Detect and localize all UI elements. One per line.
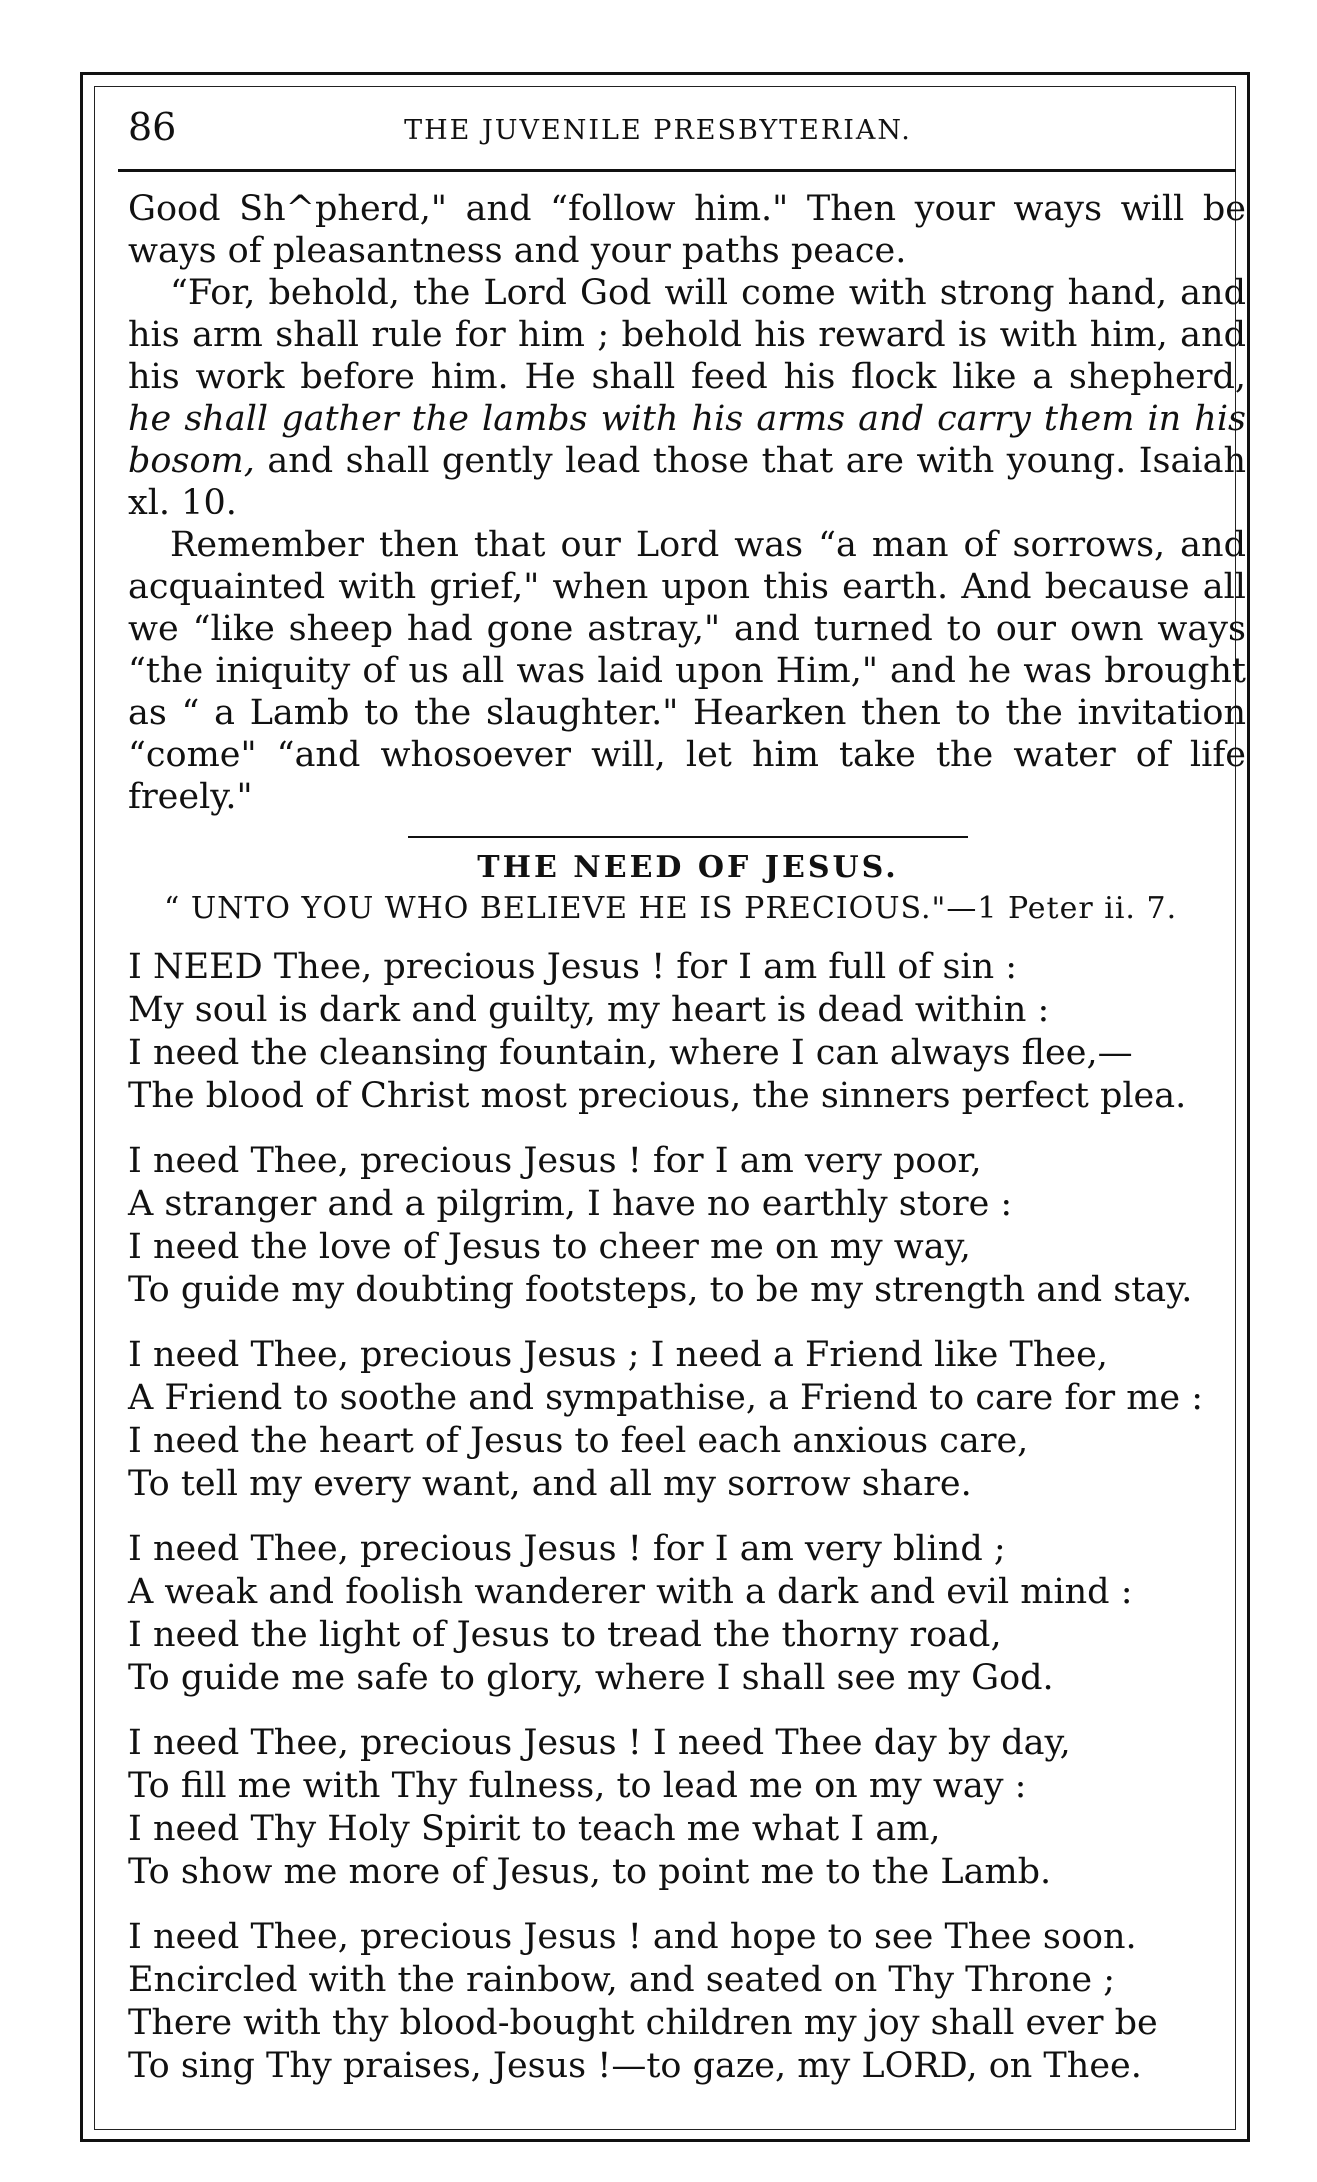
poem-title: THE NEED OF JESUS. bbox=[477, 850, 899, 885]
poem-line: I need the light of Jesus to tread the thorny road, bbox=[128, 1615, 1002, 1655]
prose-paragraph-1: Good Sh^pherd," and “follow him." Then your ways will be ways of pleasantness and your paths peace. bbox=[128, 189, 1246, 271]
section-divider bbox=[408, 836, 968, 838]
poem-line: A stranger and a pilgrim, I have no earthly store : bbox=[128, 1184, 1013, 1224]
poem-line: To guide my doubting footsteps, to be my strength and stay. bbox=[128, 1270, 1193, 1310]
poem-line: I need Thee, precious Jesus ! and hope to see Thee soon. bbox=[128, 1917, 1137, 1957]
poem-stanza bbox=[128, 1334, 1248, 1506]
poem-line: A Friend to soothe and sympathise, a Friend to care for me : bbox=[128, 1378, 1204, 1418]
poem-line: To guide me safe to glory, where I shall see my God. bbox=[128, 1658, 1054, 1698]
running-head: THE JUVENILE PRESBYTERIAN. bbox=[404, 115, 912, 146]
poem-line: I need the cleansing fountain, where I can always flee,— bbox=[128, 1033, 1133, 1073]
page-content bbox=[128, 105, 1248, 2110]
poem-line: My soul is dark and guilty, my heart is dead within : bbox=[128, 990, 1050, 1030]
prose-paragraph-3: Remember then that our Lord was “a man of sorrows, and acquainted with grief," when upon this earth. And because all we “like sheep had gone astray," and turned to our own ways “the iniquity of us all was laid upon Him," and he was brought as “ a Lamb to the slaughter." Hearken then to the invitation “come" “and whosoever will, let him take the water of life freely." bbox=[128, 525, 1246, 817]
poem-line: I need Thee, precious Jesus ! I need Thee day by day, bbox=[128, 1723, 1071, 1763]
poem-line: To fill me with Thy fulness, to lead me on my way : bbox=[128, 1766, 1027, 1806]
poem-line: Encircled with the rainbow, and seated on Thy Throne ; bbox=[128, 1960, 1116, 2000]
poem-line: I need the love of Jesus to cheer me on my way, bbox=[128, 1227, 971, 1267]
poem-line: I need Thee, precious Jesus ; I need a Friend like Thee, bbox=[128, 1335, 1108, 1375]
poem-stanza bbox=[128, 1722, 1248, 1894]
poem-line: The blood of Christ most precious, the sinners perfect plea. bbox=[128, 1076, 1187, 1116]
poem-body bbox=[128, 946, 1248, 2088]
poem-line: I need the heart of Jesus to feel each anxious care, bbox=[128, 1421, 1029, 1461]
poem-line: To sing Thy praises, Jesus !—to gaze, my LORD, on Thee. bbox=[128, 2046, 1142, 2086]
poem-line: I need Thee, precious Jesus ! for I am very blind ; bbox=[128, 1529, 1006, 1569]
prose-paragraph-2 bbox=[128, 272, 1246, 524]
poem-line: I need Thee, precious Jesus ! for I am very poor, bbox=[128, 1141, 982, 1181]
poem-stanza bbox=[128, 946, 1248, 1118]
poem-line: I NEED Thee, precious Jesus ! for I am full of sin : bbox=[128, 947, 1018, 987]
poem-stanza bbox=[128, 1140, 1248, 1312]
poem-line: To show me more of Jesus, to point me to the Lamb. bbox=[128, 1852, 1052, 1892]
poem-stanza bbox=[128, 1528, 1248, 1700]
poem-line: I need Thy Holy Spirit to teach me what I am, bbox=[128, 1809, 941, 1849]
poem-line: To tell my every want, and all my sorrow share. bbox=[128, 1464, 972, 1504]
page-number: 86 bbox=[128, 105, 177, 149]
prose-paragraph-2-start: “For, behold, the Lord God will come with strong hand, and his arm shall rule for him ; behold his reward is with him, and his work before him. He shall feed his flock like a shepherd, bbox=[128, 273, 1246, 397]
page-header bbox=[128, 105, 1248, 169]
poem-stanza bbox=[128, 1916, 1248, 2088]
header-rule bbox=[118, 169, 1236, 172]
prose-paragraph-2-end: and shall gently lead those that are with young. Isaiah xl. 10. bbox=[128, 441, 1246, 523]
poem-epigraph: “ UNTO YOU WHO BELIEVE HE IS PRECIOUS."—1 Peter ii. 7. bbox=[164, 891, 1178, 926]
prose-paragraph-2-italic: he shall gather the lambs with his arms and carry them in his bosom, bbox=[128, 399, 1246, 481]
poem-line: A weak and foolish wanderer with a dark and evil mind : bbox=[128, 1572, 1133, 1612]
poem-line: There with thy blood-bought children my joy shall ever be bbox=[128, 2003, 1158, 2043]
